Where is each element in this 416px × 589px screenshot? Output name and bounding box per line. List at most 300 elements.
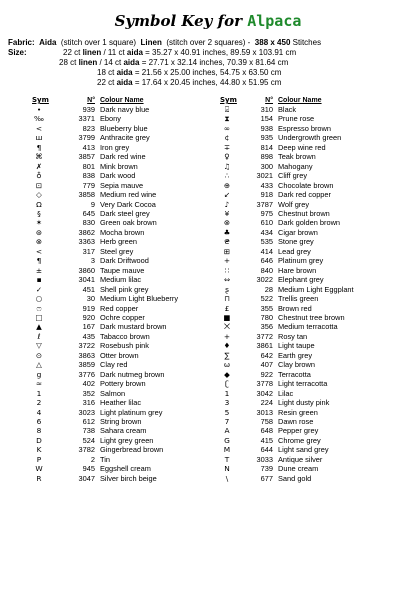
colour-name-cell: Medium lilac	[100, 275, 142, 285]
colour-name-cell: Mocha brown	[100, 227, 145, 237]
symbol-cell: ℓ	[37, 331, 41, 341]
number-cell: 356	[260, 322, 273, 332]
colour-name-cell: Ebony	[100, 114, 121, 124]
table-row	[32, 143, 212, 152]
number-cell: 648	[260, 426, 273, 436]
table-row	[32, 181, 212, 190]
table-row	[220, 417, 388, 426]
table-row	[220, 181, 388, 190]
colour-name-cell: Dark wood	[100, 171, 136, 181]
col-header-sym: Sym	[220, 96, 237, 104]
colour-name-cell: Trellis green	[278, 294, 319, 304]
number-cell: 779	[82, 180, 95, 190]
number-cell: 975	[260, 208, 273, 218]
number-cell: 642	[260, 350, 273, 360]
number-cell: 801	[82, 161, 95, 171]
fabric-label: Fabric:	[8, 38, 35, 47]
colour-name-cell: Tabacco brown	[100, 331, 150, 341]
colour-name-cell: Lilac	[278, 388, 294, 398]
number-cell: 316	[82, 398, 95, 408]
symbol-cell: ෆ	[36, 303, 42, 313]
table-row	[220, 275, 388, 284]
colour-name-cell: Silver birch beige	[100, 473, 157, 483]
colour-name-cell: Green oak brown	[100, 218, 157, 228]
table-row	[220, 152, 388, 161]
col-header-sym: Sym	[32, 96, 49, 104]
number-cell: 918	[260, 190, 273, 200]
number-cell: 413	[82, 142, 95, 152]
number-cell: 838	[82, 171, 95, 181]
symbol-cell: ♫	[223, 161, 231, 171]
colour-name-cell: Gingerbread brown	[100, 445, 164, 455]
number-cell: 3862	[78, 227, 95, 237]
symbol-cell: ш	[35, 133, 43, 143]
number-cell: 898	[260, 152, 273, 162]
colour-name-cell: Clay brown	[278, 360, 315, 370]
colour-name-cell: Medium Light Eggplant	[278, 284, 354, 294]
colour-name-cell: Dark mustard brown	[100, 322, 167, 332]
symbol-cell: △	[36, 360, 42, 370]
table-row	[32, 398, 212, 407]
table-row	[220, 237, 388, 246]
symbol-table-left	[32, 96, 212, 483]
table-row	[32, 370, 212, 379]
number-cell: 823	[82, 123, 95, 133]
table-row	[32, 341, 212, 350]
symbol-cell: W	[35, 464, 43, 474]
fabric-linen: Linen	[140, 38, 162, 47]
symbol-cell: +	[223, 331, 231, 341]
colour-name-cell: Sahara cream	[100, 426, 147, 436]
colour-name-cell: Light sand grey	[278, 445, 329, 455]
colour-name-cell: Medium red wine	[100, 190, 157, 200]
table-row	[220, 389, 388, 398]
symbol-cell: ⊓	[224, 294, 230, 304]
table-row	[220, 294, 388, 303]
symbol-cell: ¶	[36, 142, 42, 152]
symbol-cell: ⇔	[223, 275, 231, 285]
colour-name-cell: Salmon	[100, 388, 126, 398]
table-row	[220, 464, 388, 473]
table-row	[220, 124, 388, 133]
colour-name-cell: Otter brown	[100, 350, 139, 360]
number-cell: 739	[260, 464, 273, 474]
table-row	[32, 266, 212, 275]
number-cell: 3863	[78, 350, 95, 360]
symbol-cell: ✓	[35, 284, 43, 294]
number-cell: 3021	[256, 171, 273, 181]
symbol-cell: ∑	[224, 350, 230, 360]
table-row	[32, 171, 212, 180]
colour-name-cell: Pepper grey	[278, 426, 319, 436]
colour-name-cell: Cigar brown	[278, 227, 318, 237]
table-row	[220, 304, 388, 313]
symbol-cell: ‰	[34, 114, 44, 124]
number-cell: 3799	[78, 133, 95, 143]
table-row	[220, 133, 388, 142]
number-cell: 646	[260, 256, 273, 266]
table-row	[32, 436, 212, 445]
colour-name-cell: Heather lilac	[100, 398, 142, 408]
number-cell: 435	[82, 331, 95, 341]
symbol-cell: ⊙	[35, 350, 43, 360]
number-cell: 644	[260, 445, 273, 455]
table-row	[32, 152, 212, 161]
colour-name-cell: Tin	[100, 454, 110, 464]
number-cell: 3023	[78, 407, 95, 417]
symbol-cell: ♪	[224, 199, 230, 209]
table-row	[32, 218, 212, 227]
symbol-cell: N	[224, 464, 230, 474]
number-cell: 3047	[78, 473, 95, 483]
table-row	[32, 408, 212, 417]
number-cell: 3722	[78, 341, 95, 351]
number-cell: 830	[82, 218, 95, 228]
number-cell: 300	[260, 161, 273, 171]
number-cell: 920	[82, 312, 95, 322]
colour-name-cell: Wolf grey	[278, 199, 310, 209]
colour-name-cell: Very Dark Cocoa	[100, 199, 156, 209]
number-cell: 939	[82, 105, 95, 114]
colour-name-cell: Iron grey	[100, 142, 130, 152]
number-cell: 3371	[78, 114, 95, 124]
table-row	[220, 313, 388, 322]
table-row	[32, 474, 212, 483]
colour-name-cell: Chestnut brown	[278, 208, 330, 218]
table-row	[220, 228, 388, 237]
symbol-cell: ▽	[36, 341, 42, 351]
symbol-cell: ω	[223, 360, 231, 370]
colour-name-cell: Rosy tan	[278, 331, 308, 341]
colour-name-cell: Light terracotta	[278, 379, 328, 389]
colour-name-cell: Chestnut tree brown	[278, 312, 345, 322]
symbol-cell: ∓	[223, 142, 231, 152]
colour-name-cell: Medium terracotta	[278, 322, 338, 332]
table-row	[220, 105, 388, 114]
table-row	[220, 351, 388, 360]
colour-name-cell: Chrome grey	[278, 435, 321, 445]
table-row	[220, 200, 388, 209]
size-line: 18 ct aida = 21.56 x 25.00 inches, 54.75 x 63.50 cm	[97, 68, 282, 77]
symbol-cell: 6	[36, 416, 42, 426]
symbol-cell: ¥	[224, 208, 230, 218]
number-cell: 167	[82, 322, 95, 332]
colour-name-cell: Shell pink grey	[100, 284, 149, 294]
table-row	[220, 398, 388, 407]
table-row	[32, 237, 212, 246]
number-cell: 3363	[78, 237, 95, 247]
colour-name-cell: Light grey green	[100, 435, 154, 445]
symbol-cell: D	[36, 435, 42, 445]
table-row	[220, 171, 388, 180]
table-row	[32, 162, 212, 171]
symbol-cell: +	[223, 256, 231, 266]
number-cell: 434	[260, 227, 273, 237]
table-row	[32, 304, 212, 313]
symbol-cell: ʂ	[225, 284, 229, 294]
number-cell: 3041	[78, 275, 95, 285]
title-accent: Alpaca	[247, 12, 302, 30]
symbol-cell: 2	[36, 398, 42, 408]
colour-name-cell: Stone grey	[278, 237, 314, 247]
symbol-cell: ∷	[224, 265, 230, 275]
colour-name-cell: Terracotta	[278, 369, 311, 379]
number-cell: 154	[260, 114, 273, 124]
symbol-cell: ⍃	[224, 105, 230, 114]
colour-name-cell: Dark Driftwood	[100, 256, 149, 266]
table-row	[32, 200, 212, 209]
number-cell: 535	[260, 237, 273, 247]
colour-name-cell: Mahogany	[278, 161, 313, 171]
table-row	[32, 247, 212, 256]
symbol-cell: P	[36, 454, 42, 464]
col-header-num: N°	[265, 97, 273, 104]
colour-name-cell: Resin green	[278, 407, 318, 417]
table-row	[220, 114, 388, 123]
symbol-cell: ◇	[36, 190, 42, 200]
symbol-cell: ▪	[36, 275, 42, 285]
colour-name-cell: Ochre copper	[100, 312, 145, 322]
table-row	[220, 247, 388, 256]
colour-name-cell: Brown red	[278, 303, 312, 313]
colour-name-cell: Dune cream	[278, 464, 319, 474]
table-row	[220, 190, 388, 199]
symbol-cell: <	[35, 246, 43, 256]
page-title	[0, 12, 416, 30]
left-table-body	[32, 105, 212, 483]
symbol-cell: g	[36, 369, 42, 379]
table-row	[220, 474, 388, 483]
colour-name-cell: Prune rose	[278, 114, 315, 124]
colour-name-cell: Black	[278, 105, 297, 114]
colour-name-cell: Lead grey	[278, 246, 311, 256]
table-row	[32, 190, 212, 199]
symbol-cell: 3	[224, 398, 230, 408]
symbol-cell: \	[225, 473, 229, 483]
symbol-cell: G	[224, 435, 230, 445]
number-cell: 3033	[256, 454, 273, 464]
colour-name-cell: Antique silver	[278, 454, 323, 464]
table-row	[32, 379, 212, 388]
number-cell: 814	[260, 142, 273, 152]
number-cell: 3778	[256, 379, 273, 389]
symbol-cell: ♁	[36, 171, 42, 181]
symbol-cell: <	[35, 123, 43, 133]
table-row	[220, 341, 388, 350]
fabric-row	[8, 38, 321, 47]
colour-name-cell: Sand gold	[278, 473, 312, 483]
symbol-cell: ¶	[36, 256, 42, 266]
number-cell: 9	[90, 199, 95, 209]
table-row	[220, 209, 388, 218]
symbol-cell: ∴	[224, 171, 230, 181]
number-cell: 945	[82, 464, 95, 474]
table-row	[32, 360, 212, 369]
symbol-cell: ♦	[223, 341, 231, 351]
colour-name-cell: Chocolate brown	[278, 180, 334, 190]
table-row	[32, 209, 212, 218]
table-row	[32, 228, 212, 237]
right-table-body	[220, 105, 388, 483]
number-cell: 2	[90, 454, 95, 464]
number-cell: 402	[82, 379, 95, 389]
symbol-cell: §	[37, 208, 41, 218]
symbol-cell: 7	[224, 416, 230, 426]
symbol-cell: ʗ	[225, 379, 229, 389]
number-cell: 317	[82, 246, 95, 256]
number-cell: 3042	[256, 388, 273, 398]
table-row	[32, 133, 212, 142]
symbol-cell: •	[36, 105, 42, 114]
number-cell: 28	[264, 284, 273, 294]
colour-name-cell: Hare brown	[278, 265, 317, 275]
symbol-cell: ±	[35, 265, 43, 275]
table-row	[32, 464, 212, 473]
symbol-cell: K	[36, 445, 42, 455]
colour-name-cell: Blueberry blue	[100, 123, 148, 133]
colour-name-cell: Clay red	[100, 360, 128, 370]
symbol-cell: Ω	[36, 199, 42, 209]
number-cell: 407	[260, 360, 273, 370]
symbol-cell: ¢	[224, 133, 230, 143]
colour-name-cell: Dark navy blue	[100, 105, 150, 114]
number-cell: 3859	[78, 360, 95, 370]
symbol-cell: R	[36, 473, 42, 483]
number-cell: 3860	[78, 265, 95, 275]
colour-name-cell: Light platinum grey	[100, 407, 163, 417]
colour-name-cell: Herb green	[100, 237, 137, 247]
number-cell: 414	[260, 246, 273, 256]
number-cell: 3022	[256, 275, 273, 285]
colour-name-cell: Mink brown	[100, 161, 138, 171]
number-cell: 840	[260, 265, 273, 275]
col-header-name: Colour Name	[100, 97, 144, 104]
colour-name-cell: Eggshell cream	[100, 464, 151, 474]
table-row	[220, 408, 388, 417]
number-cell: 3857	[78, 152, 95, 162]
table-row	[32, 275, 212, 284]
colour-name-cell: Taupe mauve	[100, 265, 145, 275]
table-row	[220, 332, 388, 341]
table-header	[220, 96, 388, 105]
symbol-cell: □	[35, 312, 43, 322]
symbol-cell: £	[224, 303, 230, 313]
table-row	[220, 266, 388, 275]
symbol-cell: ♣	[223, 227, 231, 237]
number-cell: 524	[82, 435, 95, 445]
table-row	[32, 417, 212, 426]
symbol-cell: T	[224, 454, 230, 464]
number-cell: 935	[260, 133, 273, 143]
symbol-cell: ⊞	[223, 246, 231, 256]
table-row	[32, 114, 212, 123]
table-row	[220, 426, 388, 435]
symbol-cell: 1	[224, 388, 230, 398]
number-cell: 610	[260, 218, 273, 228]
number-cell: 310	[260, 105, 273, 114]
table-row	[32, 332, 212, 341]
fabric-linen-note: (stitch over 2 squares) -	[166, 38, 251, 47]
number-cell: 433	[260, 180, 273, 190]
number-cell: 922	[260, 369, 273, 379]
fabric-aida: Aida	[39, 38, 57, 47]
table-row	[220, 218, 388, 227]
number-cell: 738	[82, 426, 95, 436]
table-row	[32, 351, 212, 360]
symbol-cell: ▲	[36, 322, 42, 332]
col-header-name: Colour Name	[278, 97, 322, 104]
colour-name-cell: Pottery brown	[100, 379, 146, 389]
number-cell: 451	[82, 284, 95, 294]
table-row	[32, 285, 212, 294]
symbol-cell: ↙	[223, 190, 231, 200]
colour-name-cell: Cliff grey	[278, 171, 308, 181]
symbol-cell: ✗	[35, 161, 43, 171]
symbol-cell: 8	[36, 426, 42, 436]
colour-name-cell: Light taupe	[278, 341, 315, 351]
symbol-cell: ⧗	[224, 114, 230, 124]
colour-name-cell: Teak brown	[278, 152, 316, 162]
size-label: Size:	[8, 48, 27, 57]
col-header-num: N°	[87, 97, 95, 104]
colour-name-cell: Light dusty pink	[278, 398, 330, 408]
colour-name-cell: Elephant grey	[278, 275, 324, 285]
symbol-cell: 4	[36, 407, 42, 417]
table-row	[220, 379, 388, 388]
colour-name-cell: Dark red wine	[100, 152, 146, 162]
symbol-cell: ≈	[35, 379, 43, 389]
size-line: 22 ct aida = 17.64 x 20.45 inches, 44.80 x 51.95 cm	[97, 78, 282, 87]
table-row	[32, 105, 212, 114]
number-cell: 3782	[78, 445, 95, 455]
table-row	[32, 322, 212, 331]
colour-name-cell: Deep wine red	[278, 142, 326, 152]
colour-name-cell: Earth grey	[278, 350, 313, 360]
table-row	[220, 285, 388, 294]
colour-name-cell: Dark steel grey	[100, 208, 150, 218]
number-cell: 758	[260, 416, 273, 426]
stitch-count: 388 x 450	[254, 38, 291, 47]
colour-name-cell: Dark red copper	[278, 190, 331, 200]
size-line: 28 ct linen / 14 ct aida = 27.71 x 32.14 inches, 70.39 x 81.64 cm	[59, 58, 289, 67]
table-row	[220, 162, 388, 171]
title-main: Symbol Key for	[114, 12, 248, 30]
symbol-cell: ⊕	[223, 180, 231, 190]
symbol-cell: ⊛	[35, 227, 43, 237]
symbol-cell: 5	[224, 407, 230, 417]
number-cell: 522	[260, 294, 273, 304]
symbol-cell: ○	[35, 294, 43, 304]
colour-name-cell: Dawn rose	[278, 416, 314, 426]
colour-name-cell: Anthracite grey	[100, 133, 150, 143]
symbol-cell: A	[224, 426, 230, 436]
colour-name-cell: Undergrowth green	[278, 133, 342, 143]
number-cell: 3787	[256, 199, 273, 209]
symbol-cell: M	[223, 445, 231, 455]
colour-name-cell: Steel grey	[100, 246, 134, 256]
number-cell: 938	[260, 123, 273, 133]
symbol-table-right	[220, 96, 388, 483]
symbol-cell: ⊗	[223, 218, 231, 228]
symbol-cell: ⨉	[224, 322, 230, 332]
table-row	[220, 370, 388, 379]
number-cell: 3	[90, 256, 95, 266]
colour-name-cell: Platinum grey	[278, 256, 324, 266]
symbol-cell: 1	[36, 388, 42, 398]
number-cell: 355	[260, 303, 273, 313]
colour-name-cell: Rosebush pink	[100, 341, 149, 351]
table-row	[32, 124, 212, 133]
